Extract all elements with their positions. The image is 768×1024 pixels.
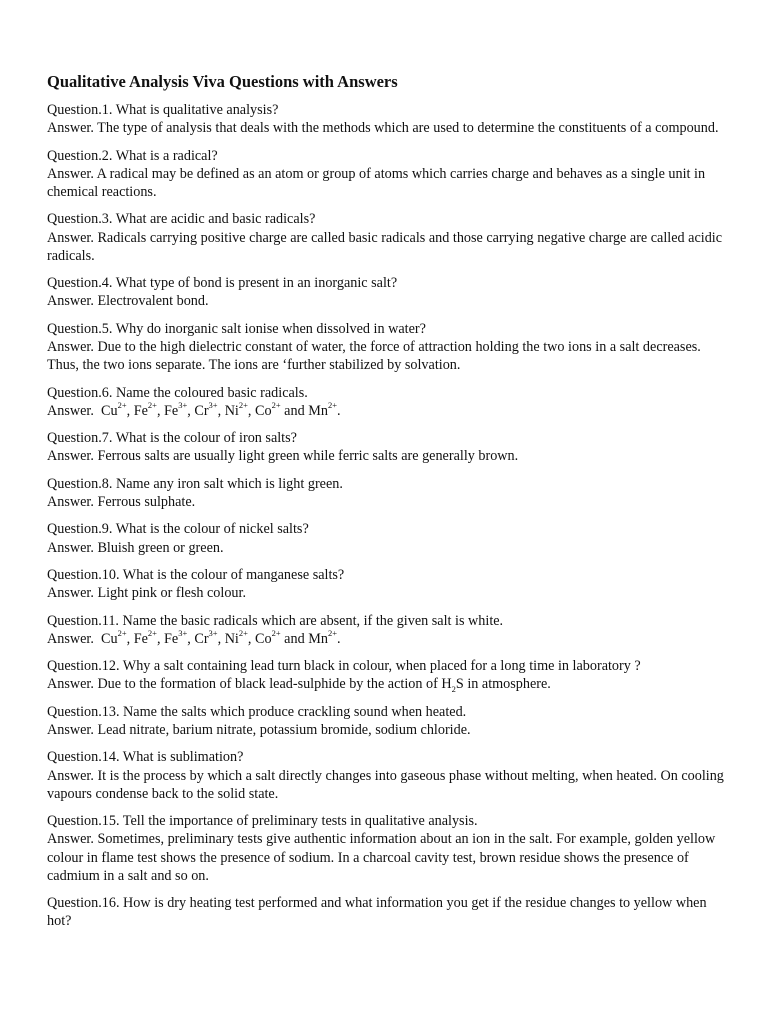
qa-item-2 xyxy=(47,147,729,202)
ion-fe2: $Fe^{2+}$ xyxy=(133,628,157,647)
qa-item-8 xyxy=(47,475,729,511)
question-15: Question.15. Tell the importance of preliminary tests in qualitative analysis. xyxy=(47,813,478,830)
question-12: Question.12. Why a salt containing lead turn black in colour, when placed for a long time in laboratory ? xyxy=(47,658,641,675)
answer-3: Answer. Radicals carrying positive charge are called basic radicals and those carrying negative charge are called acidic radicals. xyxy=(47,229,723,264)
ion-co: $Co^{2+}$ xyxy=(255,628,281,647)
qa-item-6 xyxy=(47,384,729,420)
qa-item-7 xyxy=(47,429,729,465)
answer-14: Answer. It is the process by which a salt directly changes into gaseous phase without melting, when heated. On cooling vapours condense back to the solid state. xyxy=(47,767,724,802)
ion-cu: $Cu^{2+}$ xyxy=(101,400,127,419)
question-1: Question.1. What is qualitative analysis? xyxy=(47,102,279,118)
ion-mn: $Mn^{2+}$ xyxy=(308,400,337,419)
question-6: Question.6. Name the coloured basic radicals. xyxy=(47,384,308,401)
question-13: Question.13. Name the salts which produce crackling sound when heated. xyxy=(47,703,467,720)
qa-item-14 xyxy=(47,748,729,803)
answer-13: Answer. Lead nitrate, barium nitrate, potassium bromide, sodium chloride. xyxy=(47,721,471,738)
qa-item-10 xyxy=(47,566,729,602)
document-page xyxy=(47,71,729,940)
ion-cu: $Cu^{2+}$ xyxy=(101,628,127,647)
qa-item-9 xyxy=(47,520,729,556)
ion-ni: $Ni^{2+}$ xyxy=(224,400,248,419)
answer-5: Answer. Due to the high dielectric constant of water, the force of attraction holding the two ions in a salt decreases. Thus, the two ions separate. The ions are ‘further stabilized by solvation. xyxy=(47,338,701,374)
question-2: Question.2. What is a radical? xyxy=(47,147,218,164)
qa-item-16 xyxy=(47,894,729,930)
qa-item-4 xyxy=(47,274,729,310)
qa-item-11 xyxy=(47,612,729,648)
answer-7: Answer. Ferrous salts are usually light green while ferric salts are generally brown. xyxy=(47,448,519,465)
ion-fe2: $Fe^{2+}$ xyxy=(133,400,157,419)
answer-prefix: Answer. xyxy=(47,402,94,419)
question-10: Question.10. What is the colour of manganese salts? xyxy=(47,566,345,583)
question-7: Question.7. What is the colour of iron salts? xyxy=(47,430,297,447)
answer-4: Answer. Electrovalent bond. xyxy=(47,293,209,310)
question-9: Question.9. What is the colour of nickel salts? xyxy=(47,521,309,538)
qa-item-13 xyxy=(47,703,729,739)
question-14: Question.14. What is sublimation? xyxy=(47,749,244,766)
subscript-2: 2 xyxy=(451,684,456,695)
question-8: Question.8. Name any iron salt which is light green. xyxy=(47,475,343,492)
answer-11: Answer. $Cu^{2+}$, $Fe^{2+}$, $Fe^{3+}$, $Cr^{3+}$, $Ni^{2+}$, $Co^{2+}$ and $Mn^{2+}$. xyxy=(47,628,341,647)
answer-9: Answer. Bluish green or green. xyxy=(47,539,224,556)
ion-co: $Co^{2+}$ xyxy=(255,400,281,419)
ion-fe3: $Fe^{3+}$ xyxy=(164,628,188,647)
question-3: Question.3. What are acidic and basic radicals? xyxy=(47,211,316,228)
question-4: Question.4. What type of bond is present in an inorganic salt? xyxy=(47,275,398,292)
answer-6: Answer. $Cu^{2+}$, $Fe^{2+}$, $Fe^{3+}$, $Cr^{3+}$, $Ni^{2+}$, $Co^{2+}$ and $Mn^{2+}$. xyxy=(47,400,341,419)
answer-2: Answer. A radical may be defined as an atom or group of atoms which carries charge and behaves as a single unit in chemical reactions. xyxy=(47,165,706,200)
ion-mn: $Mn^{2+}$ xyxy=(308,628,337,647)
answer-10: Answer. Light pink or flesh colour. xyxy=(47,585,246,602)
document-title: Qualitative Analysis Viva Questions with Answers xyxy=(47,72,398,91)
qa-item-1 xyxy=(47,101,729,137)
qa-item-12 xyxy=(47,657,729,693)
qa-item-3 xyxy=(47,210,729,265)
qa-item-15 xyxy=(47,812,729,885)
answer-1: Answer. The type of analysis that deals with the methods which are used to determine the constituents of a compound. xyxy=(47,120,719,137)
question-11: Question.11. Name the basic radicals which are absent, if the given salt is white. xyxy=(47,612,504,629)
answer-prefix: Answer. xyxy=(47,630,94,647)
ion-cr: $Cr^{3+}$ xyxy=(194,400,218,419)
ion-fe3: $Fe^{3+}$ xyxy=(164,400,188,419)
answer-8: Answer. Ferrous sulphate. xyxy=(47,493,196,510)
ion-cr: $Cr^{3+}$ xyxy=(194,628,218,647)
answer-15: Answer. Sometimes, preliminary tests give authentic information about an ion in the salt. For example, golden yellow colour in flame test shows the presence of sodium. In a charcoal cavity test, brown residue shows the presence of cadmium in a salt and so on. xyxy=(47,831,716,884)
question-5: Question.5. Why do inorganic salt ionise when dissolved in water? xyxy=(47,320,426,337)
ion-ni: $Ni^{2+}$ xyxy=(224,628,248,647)
answer-12: Answer. Due to the formation of black lead-sulphide by the action of $H_2S$ in atmosphere. xyxy=(47,676,551,695)
qa-item-5 xyxy=(47,320,729,375)
question-16: Question.16. How is dry heating test performed and what information you get if the residue changes to yellow when hot? xyxy=(47,895,707,930)
